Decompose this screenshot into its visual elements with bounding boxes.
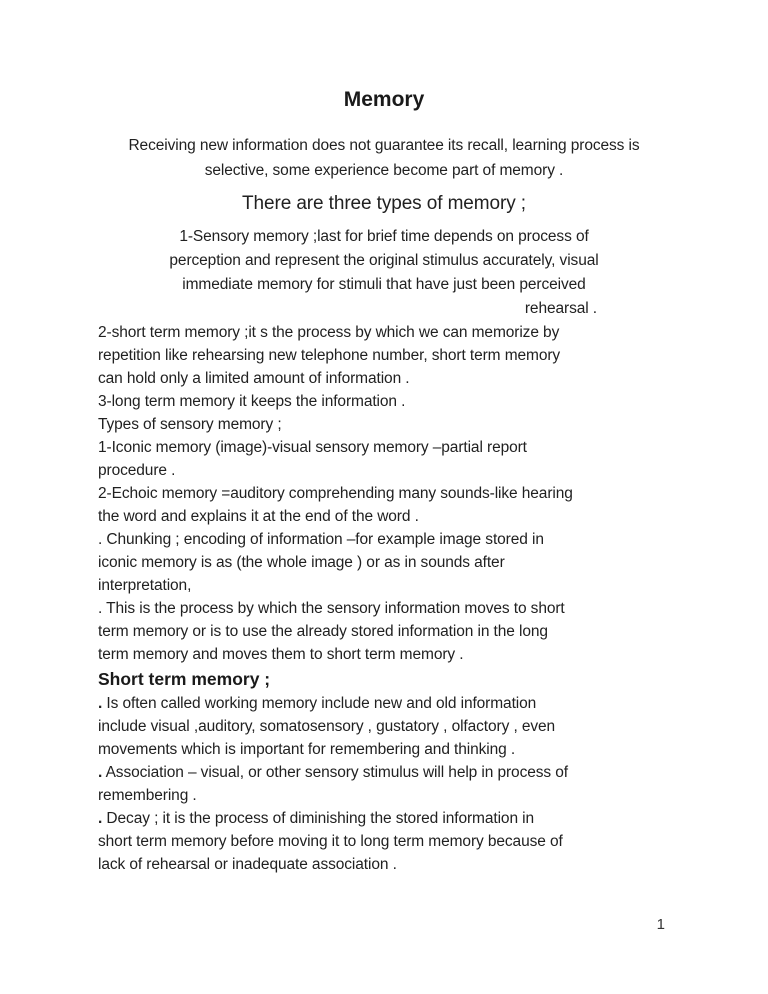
bullet-text: Decay ; it is the process of diminishing the stored information in <box>102 810 535 827</box>
bullet-dot: . <box>98 810 103 827</box>
bullet-line <box>98 692 670 715</box>
intro-line: Receiving new information does not guarantee its recall, learning process is <box>128 137 640 154</box>
bullet-line <box>98 761 670 784</box>
sensory-line-rehearsal: rehearsal . <box>524 300 597 317</box>
bullet-text: lack of rehearsal or inadequate association . <box>98 856 397 873</box>
bullet-line <box>98 715 670 738</box>
body-line: interpretation, <box>98 577 192 594</box>
body-line: 3-long term memory it keeps the information . <box>98 393 406 410</box>
sensory-line: perception and represent the original stimulus accurately, visual <box>169 252 599 269</box>
body-line: term memory and moves them to short term memory . <box>98 646 464 663</box>
sensory-memory-paragraph <box>98 225 670 321</box>
body-line: 2-short term memory ;it s the process by which we can memorize by <box>98 324 560 341</box>
sensory-line: 1-Sensory memory ;last for brief time depends on process of <box>179 228 589 245</box>
body-line: 2-Echoic memory =auditory comprehending many sounds-like hearing <box>98 485 573 502</box>
types-heading: There are three types of memory ; <box>242 193 526 214</box>
body-line: procedure . <box>98 462 176 479</box>
body-line: iconic memory is as (the whole image ) or as in sounds after <box>98 554 505 571</box>
bullet-line <box>98 738 670 761</box>
bullet-dot: . <box>98 695 103 712</box>
main-body <box>98 321 670 666</box>
bullet-line <box>98 807 670 830</box>
short-term-memory-heading: Short term memory ; <box>98 669 271 689</box>
bullet-text: remembering . <box>98 787 197 804</box>
body-line: the word and explains it at the end of the word . <box>98 508 419 525</box>
short-term-memory-body <box>98 692 670 876</box>
bullet-line <box>98 853 670 876</box>
body-line: Types of sensory memory ; <box>98 416 282 433</box>
body-line: 1-Iconic memory (image)-visual sensory memory –partial report <box>98 439 527 456</box>
body-line: . Chunking ; encoding of information –for example image stored in <box>98 531 544 548</box>
bullet-text: movements which is important for remembering and thinking . <box>98 741 516 758</box>
body-line: can hold only a limited amount of information . <box>98 370 410 387</box>
bullet-line <box>98 830 670 853</box>
bullet-line <box>98 784 670 807</box>
sensory-line: immediate memory for stimuli that have just been perceived <box>182 276 586 293</box>
bullet-dot: . <box>98 764 103 781</box>
body-line: . This is the process by which the sensory information moves to short <box>98 600 565 617</box>
bullet-text: Association – visual, or other sensory stimulus will help in process of <box>102 764 568 781</box>
intro-line: selective, some experience become part of memory . <box>204 162 564 179</box>
document-title: Memory <box>343 88 425 111</box>
intro-paragraph <box>98 133 670 183</box>
bullet-text: include visual ,auditory, somatosensory , gustatory , olfactory , even <box>98 718 556 735</box>
bullet-text: Is often called working memory include new and old information <box>102 695 537 712</box>
bullet-text: short term memory before moving it to long term memory because of <box>98 833 563 850</box>
page-number: 1 <box>656 916 665 933</box>
body-line: repetition like rehearsing new telephone number, short term memory <box>98 347 561 364</box>
body-line: term memory or is to use the already stored information in the long <box>98 623 548 640</box>
